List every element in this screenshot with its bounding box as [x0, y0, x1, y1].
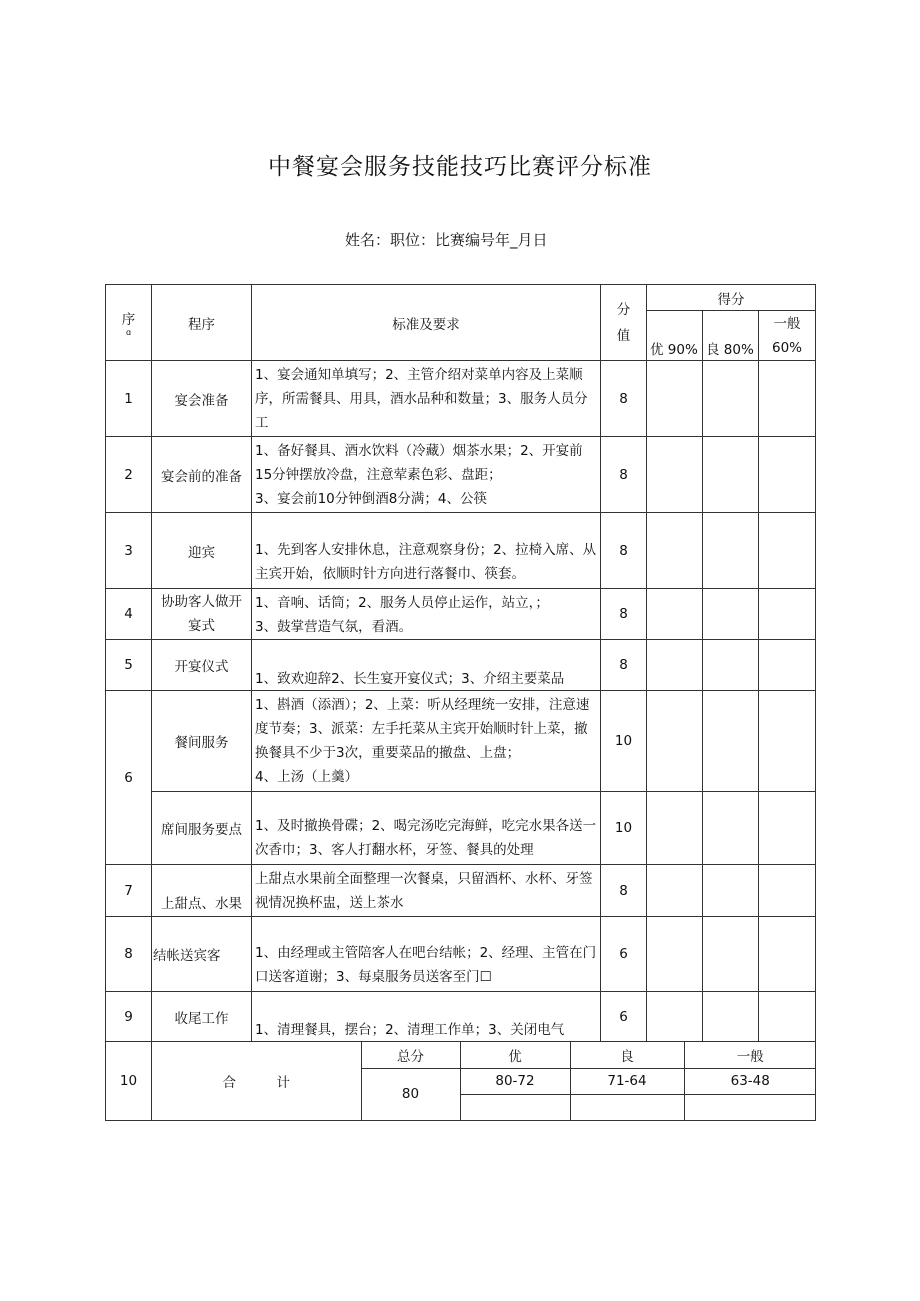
row-procedure: 迎宾 [152, 513, 252, 589]
score-average-cell[interactable] [759, 992, 816, 1042]
row-seq: 2 [106, 437, 152, 513]
score-excellent-cell[interactable] [647, 513, 703, 589]
score-excellent-cell[interactable] [647, 865, 703, 917]
row-points: 8 [601, 361, 647, 437]
score-good-cell[interactable] [703, 640, 759, 691]
score-good-cell[interactable] [703, 361, 759, 437]
row-points: 10 [601, 691, 647, 792]
score-excellent-cell[interactable] [647, 792, 703, 865]
header-seq: 序 ɑ [106, 285, 152, 361]
row-standard: 1、备好餐具、酒水饮料（冷藏）烟茶水果；2、开宴前15分钟摆放冷盘，注意荤素色彩、盘距； 3、宴会前10分钟倒酒8分满；4、公筷 [252, 437, 601, 513]
average-blank-cell[interactable] [684, 1094, 816, 1120]
total-label: 合 计 [152, 1042, 361, 1120]
total-seq: 10 [106, 1042, 152, 1121]
page-title: 中餐宴会服务技能技巧比赛评分标准 [268, 154, 652, 180]
score-average-cell[interactable] [759, 589, 816, 640]
good-range: 71-64 [570, 1068, 684, 1094]
score-good-cell[interactable] [703, 437, 759, 513]
row-procedure: 宴会前的准备 [152, 437, 252, 513]
row-procedure: 开宴仪式 [152, 640, 252, 691]
good-header: 良 [570, 1042, 684, 1068]
score-excellent-cell[interactable] [647, 640, 703, 691]
row-standard: 1、致欢迎辞2、长生宴开宴仪式；3、介绍主要菜品 [252, 640, 601, 691]
row-seq: 5 [106, 640, 152, 691]
row-standard: 1、清理餐具，摆台；2、清理工作单；3、关闭电气 [252, 992, 601, 1042]
row-seq: 8 [106, 917, 152, 992]
row-procedure: 协助客人做开宴式 [152, 589, 252, 640]
total-score-value: 80 [361, 1068, 460, 1120]
row-seq: 4 [106, 589, 152, 640]
score-average-cell[interactable] [759, 792, 816, 865]
score-excellent-cell[interactable] [647, 992, 703, 1042]
average-header: 一般 [684, 1042, 816, 1068]
row-standard: 1、先到客人安排休息，注意观察身份；2、拉椅入席、从主宾开始，依顺时针方向进行落餐巾、筷套。 [252, 513, 601, 589]
row-points: 8 [601, 640, 647, 691]
good-blank-cell[interactable] [570, 1094, 684, 1120]
row-procedure: 收尾工作 [152, 992, 252, 1042]
row-points: 8 [601, 589, 647, 640]
score-good-cell[interactable] [703, 917, 759, 992]
score-excellent-cell[interactable] [647, 437, 703, 513]
score-excellent-cell[interactable] [647, 691, 703, 792]
total-score-header: 总分 [361, 1042, 460, 1068]
score-average-cell[interactable] [759, 640, 816, 691]
header-score: 得分 [647, 285, 816, 311]
row-seq: 3 [106, 513, 152, 589]
row-seq: 9 [106, 992, 152, 1042]
score-average-cell[interactable] [759, 513, 816, 589]
score-excellent-cell[interactable] [647, 589, 703, 640]
row-points: 6 [601, 992, 647, 1042]
header-good: 良 80% [703, 311, 759, 361]
row-procedure: 结帐送宾客 [152, 917, 252, 992]
total-block [152, 1042, 816, 1121]
row-standard: 1、斟酒（添酒）；2、上菜：听从经理统一安排，注意速度节奏；3、派菜：左手托菜从主宾开始顺时针上菜，撤换餐具不少于3次，重要菜品的撤盘、上盘； 4、上汤（上羹） [252, 691, 601, 792]
score-table [105, 284, 816, 1121]
header-points: 分 值 [601, 285, 647, 361]
score-good-cell[interactable] [703, 992, 759, 1042]
row-procedure: 宴会准备 [152, 361, 252, 437]
score-average-cell[interactable] [759, 917, 816, 992]
row-standard: 1、宴会通知单填写；2、主管介绍对菜单内容及上菜顺序，所需餐具、用具，酒水品种和数量；3、服务人员分工 [252, 361, 601, 437]
header-average: 一般 60% [759, 311, 816, 361]
row-points: 8 [601, 437, 647, 513]
score-average-cell[interactable] [759, 865, 816, 917]
row-points: 10 [601, 792, 647, 865]
row-standard: 1、由经理或主管陪客人在吧台结帐；2、经理、主管在门口送客道谢；3、每桌服务员送客至门☐ [252, 917, 601, 992]
row-seq: 6 [106, 691, 152, 865]
score-excellent-cell[interactable] [647, 361, 703, 437]
row-standard: 1、及时撤换骨碟；2、喝完汤吃完海鲜，吃完水果各送一次香巾；3、客人打翻水杯，牙签、餐具的处理 [252, 792, 601, 865]
row-points: 8 [601, 865, 647, 917]
header-procedure: 程序 [152, 285, 252, 361]
excellent-blank-cell[interactable] [460, 1094, 570, 1120]
score-good-cell[interactable] [703, 513, 759, 589]
score-excellent-cell[interactable] [647, 917, 703, 992]
row-procedure: 上甜点、水果 [152, 865, 252, 917]
header-excellent: 优 90% [647, 311, 703, 361]
score-average-cell[interactable] [759, 361, 816, 437]
score-average-cell[interactable] [759, 437, 816, 513]
row-standard: 上甜点水果前全面整理一次餐桌，只留酒杯、水杯、牙签视情况换杯盅，送上茶水 [252, 865, 601, 917]
score-good-cell[interactable] [703, 792, 759, 865]
average-range: 63-48 [684, 1068, 816, 1094]
excellent-header: 优 [460, 1042, 570, 1068]
row-points: 6 [601, 917, 647, 992]
excellent-range: 80-72 [460, 1068, 570, 1094]
row-procedure: 席间服务要点 [152, 792, 252, 865]
score-average-cell[interactable] [759, 691, 816, 792]
header-standard: 标准及要求 [252, 285, 601, 361]
row-standard: 1、音响、话筒；2、服务人员停止运作，站立，； 3、鼓掌营造气氛，看酒。 [252, 589, 601, 640]
score-good-cell[interactable] [703, 589, 759, 640]
row-seq: 7 [106, 865, 152, 917]
info-line: 姓名：职位：比赛编号年_月日 [345, 231, 548, 249]
row-points: 8 [601, 513, 647, 589]
score-good-cell[interactable] [703, 691, 759, 792]
row-procedure: 餐间服务 [152, 691, 252, 792]
header-seq-mark: ɑ [125, 327, 132, 337]
row-seq: 1 [106, 361, 152, 437]
score-good-cell[interactable] [703, 865, 759, 917]
